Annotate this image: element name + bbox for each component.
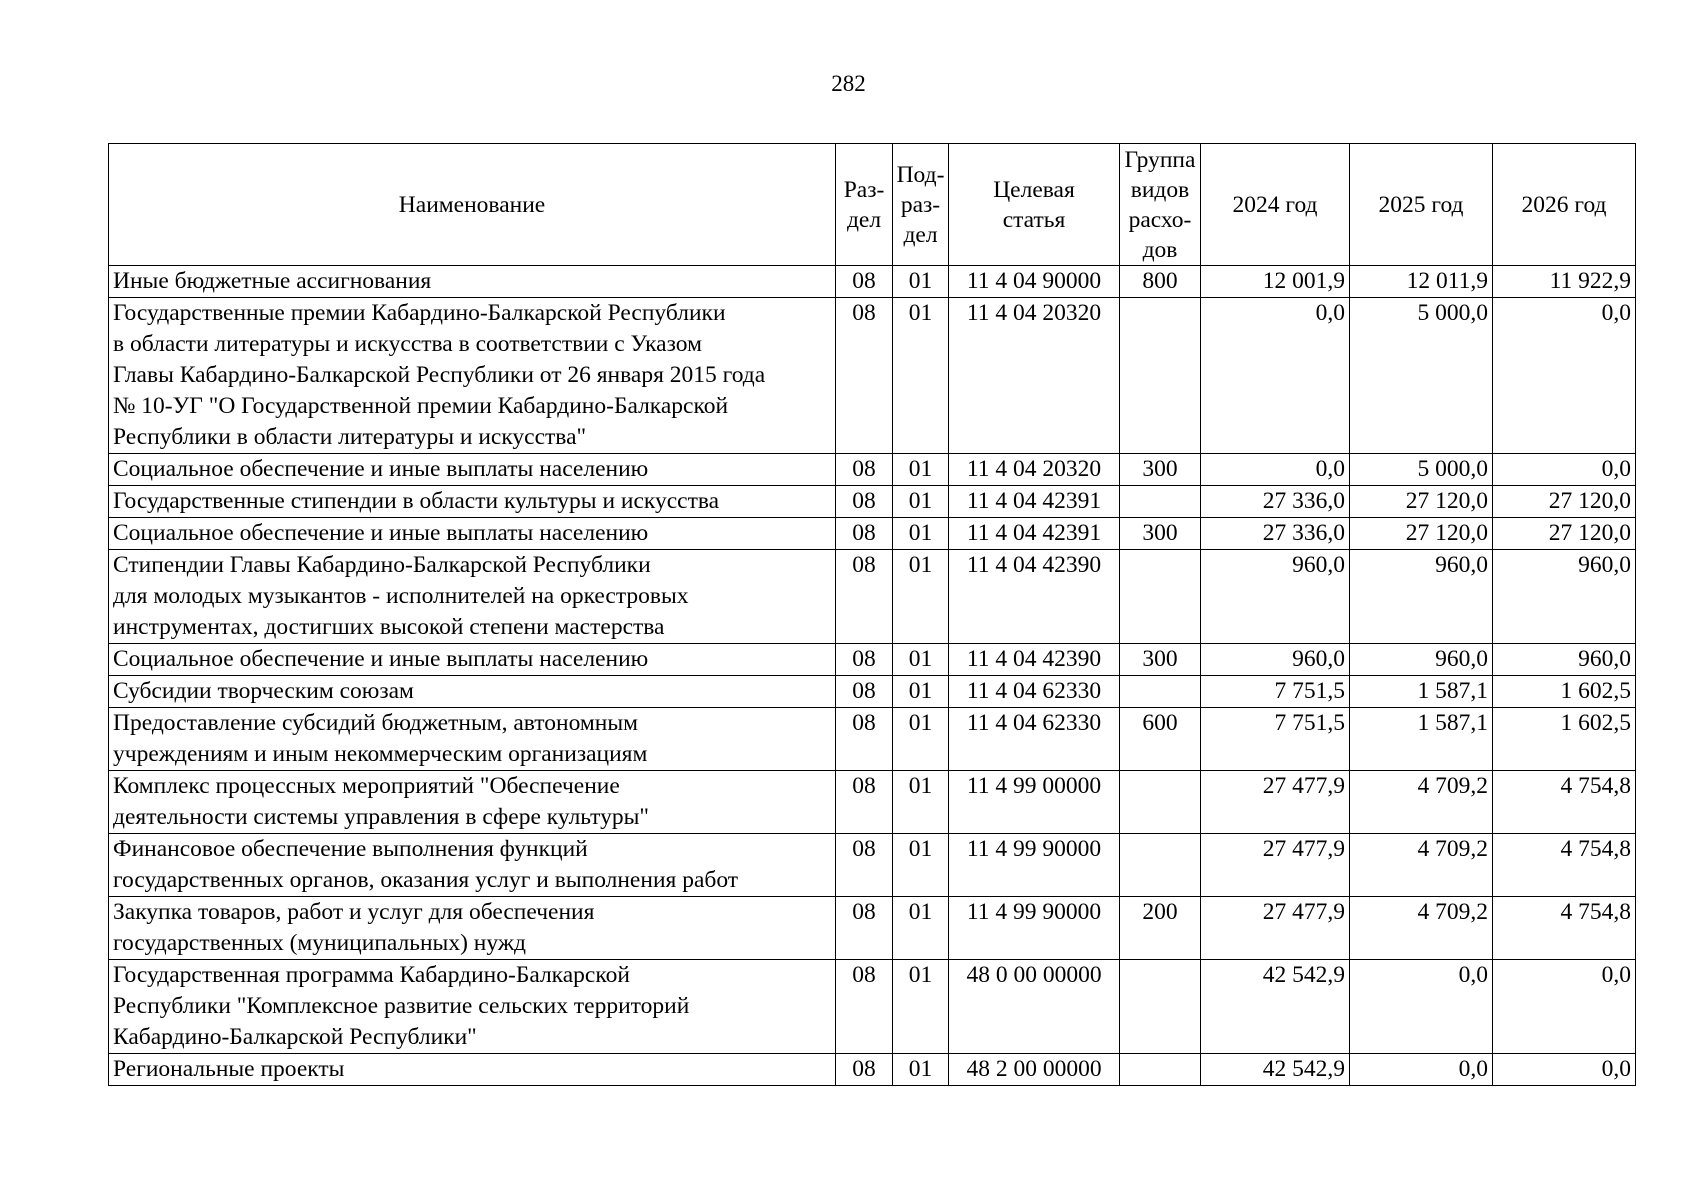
row-name: Государственная программа Кабардино-Балкарской Республики "Комплексное развитие сельских территорий Кабардино-Балкарской Республики" <box>109 960 836 1054</box>
row-expense-group <box>1120 834 1201 897</box>
row-value-2025: 1 587,1 <box>1350 708 1493 771</box>
budget-table <box>108 143 1636 1086</box>
row-target-article: 11 4 99 90000 <box>949 897 1120 960</box>
row-value-2025: 960,0 <box>1350 550 1493 644</box>
row-value-2024: 960,0 <box>1201 644 1350 676</box>
row-subsection: 01 <box>893 897 949 960</box>
row-target-article: 48 0 00 00000 <box>949 960 1120 1054</box>
table-row <box>109 676 1636 708</box>
row-subsection: 01 <box>893 676 949 708</box>
table-row <box>109 454 1636 486</box>
header-name: Наименование <box>109 144 836 266</box>
header-subsection: Под- раз- дел <box>893 144 949 266</box>
row-value-2024: 42 542,9 <box>1201 960 1350 1054</box>
header-year-2026: 2026 год <box>1493 144 1636 266</box>
row-value-2025: 12 011,9 <box>1350 266 1493 298</box>
row-value-2026: 11 922,9 <box>1493 266 1636 298</box>
row-name: Финансовое обеспечение выполнения функций государственных органов, оказания услуг и выполнения работ <box>109 834 836 897</box>
row-value-2024: 12 001,9 <box>1201 266 1350 298</box>
row-value-2026: 4 754,8 <box>1493 771 1636 834</box>
header-year-2024: 2024 год <box>1201 144 1350 266</box>
row-name: Государственные премии Кабардино-Балкарской Республики в области литературы и искусства в соответствии с Указом Главы Кабардино-Балкарской Республики от 26 января 2015 года № 10-УГ "О Государственной премии Кабардино-Балкарской Республики в области литературы и искусства" <box>109 298 836 454</box>
row-section: 08 <box>836 266 893 298</box>
row-value-2026: 27 120,0 <box>1493 486 1636 518</box>
row-section: 08 <box>836 298 893 454</box>
row-target-article: 11 4 04 62330 <box>949 708 1120 771</box>
row-value-2025: 4 709,2 <box>1350 897 1493 960</box>
row-value-2025: 5 000,0 <box>1350 298 1493 454</box>
row-value-2025: 4 709,2 <box>1350 771 1493 834</box>
row-subsection: 01 <box>893 644 949 676</box>
row-name: Иные бюджетные ассигнования <box>109 266 836 298</box>
table-row <box>109 298 1636 454</box>
row-value-2026: 960,0 <box>1493 644 1636 676</box>
row-target-article: 11 4 04 62330 <box>949 676 1120 708</box>
header-target-article: Целевая статья <box>949 144 1120 266</box>
row-target-article: 11 4 99 00000 <box>949 771 1120 834</box>
row-subsection: 01 <box>893 1054 949 1086</box>
header-year-2025: 2025 год <box>1350 144 1493 266</box>
row-value-2025: 5 000,0 <box>1350 454 1493 486</box>
row-subsection: 01 <box>893 960 949 1054</box>
row-subsection: 01 <box>893 771 949 834</box>
row-expense-group <box>1120 550 1201 644</box>
row-expense-group: 800 <box>1120 266 1201 298</box>
row-name: Субсидии творческим союзам <box>109 676 836 708</box>
row-subsection: 01 <box>893 550 949 644</box>
row-value-2025: 27 120,0 <box>1350 486 1493 518</box>
row-section: 08 <box>836 834 893 897</box>
table-row <box>109 644 1636 676</box>
row-section: 08 <box>836 676 893 708</box>
row-section: 08 <box>836 550 893 644</box>
row-subsection: 01 <box>893 708 949 771</box>
row-value-2026: 0,0 <box>1493 454 1636 486</box>
table-row <box>109 486 1636 518</box>
row-value-2024: 7 751,5 <box>1201 708 1350 771</box>
row-value-2024: 0,0 <box>1201 298 1350 454</box>
row-section: 08 <box>836 486 893 518</box>
row-value-2026: 0,0 <box>1493 298 1636 454</box>
row-target-article: 11 4 99 90000 <box>949 834 1120 897</box>
row-name: Стипендии Главы Кабардино-Балкарской Республики для молодых музыкантов - исполнителей на оркестровых инструментах, достигших высокой степени мастерства <box>109 550 836 644</box>
row-target-article: 11 4 04 20320 <box>949 298 1120 454</box>
row-value-2026: 1 602,5 <box>1493 676 1636 708</box>
table-row <box>109 771 1636 834</box>
row-expense-group <box>1120 771 1201 834</box>
row-value-2026: 0,0 <box>1493 1054 1636 1086</box>
row-value-2024: 27 336,0 <box>1201 518 1350 550</box>
row-section: 08 <box>836 644 893 676</box>
row-value-2024: 27 477,9 <box>1201 897 1350 960</box>
row-subsection: 01 <box>893 518 949 550</box>
row-name: Государственные стипендии в области культуры и искусства <box>109 486 836 518</box>
table-row <box>109 1054 1636 1086</box>
row-value-2026: 960,0 <box>1493 550 1636 644</box>
row-value-2026: 27 120,0 <box>1493 518 1636 550</box>
row-name: Комплекс процессных мероприятий "Обеспечение деятельности системы управления в сфере культуры" <box>109 771 836 834</box>
row-expense-group <box>1120 1054 1201 1086</box>
row-expense-group <box>1120 676 1201 708</box>
table-row <box>109 708 1636 771</box>
row-subsection: 01 <box>893 834 949 897</box>
row-expense-group: 200 <box>1120 897 1201 960</box>
row-expense-group: 300 <box>1120 518 1201 550</box>
row-name: Региональные проекты <box>109 1054 836 1086</box>
table-row <box>109 960 1636 1054</box>
row-value-2024: 27 477,9 <box>1201 834 1350 897</box>
row-value-2025: 27 120,0 <box>1350 518 1493 550</box>
row-value-2025: 1 587,1 <box>1350 676 1493 708</box>
row-name: Закупка товаров, работ и услуг для обеспечения государственных (муниципальных) нужд <box>109 897 836 960</box>
row-value-2026: 0,0 <box>1493 960 1636 1054</box>
row-value-2024: 7 751,5 <box>1201 676 1350 708</box>
table-body <box>109 266 1636 1086</box>
row-section: 08 <box>836 708 893 771</box>
table-row <box>109 897 1636 960</box>
row-subsection: 01 <box>893 266 949 298</box>
row-value-2025: 960,0 <box>1350 644 1493 676</box>
row-section: 08 <box>836 771 893 834</box>
header-expense-group: Группа видов расхо- дов <box>1120 144 1201 266</box>
row-target-article: 11 4 04 42391 <box>949 486 1120 518</box>
row-name: Социальное обеспечение и иные выплаты населению <box>109 518 836 550</box>
table-row <box>109 550 1636 644</box>
row-expense-group: 600 <box>1120 708 1201 771</box>
row-section: 08 <box>836 897 893 960</box>
row-target-article: 48 2 00 00000 <box>949 1054 1120 1086</box>
row-section: 08 <box>836 454 893 486</box>
row-value-2025: 4 709,2 <box>1350 834 1493 897</box>
row-name: Социальное обеспечение и иные выплаты населению <box>109 644 836 676</box>
row-value-2024: 0,0 <box>1201 454 1350 486</box>
row-target-article: 11 4 04 20320 <box>949 454 1120 486</box>
row-target-article: 11 4 04 42390 <box>949 644 1120 676</box>
row-target-article: 11 4 04 90000 <box>949 266 1120 298</box>
table-row <box>109 266 1636 298</box>
row-section: 08 <box>836 1054 893 1086</box>
row-expense-group: 300 <box>1120 454 1201 486</box>
row-expense-group: 300 <box>1120 644 1201 676</box>
row-value-2024: 42 542,9 <box>1201 1054 1350 1086</box>
row-expense-group <box>1120 298 1201 454</box>
table-row <box>109 834 1636 897</box>
row-subsection: 01 <box>893 298 949 454</box>
row-target-article: 11 4 04 42390 <box>949 550 1120 644</box>
row-value-2025: 0,0 <box>1350 960 1493 1054</box>
table-row <box>109 518 1636 550</box>
row-name: Предоставление субсидий бюджетным, автономным учреждениям и иным некоммерческим организациям <box>109 708 836 771</box>
row-section: 08 <box>836 518 893 550</box>
row-value-2026: 4 754,8 <box>1493 834 1636 897</box>
row-expense-group <box>1120 960 1201 1054</box>
row-name: Социальное обеспечение и иные выплаты населению <box>109 454 836 486</box>
row-expense-group <box>1120 486 1201 518</box>
row-subsection: 01 <box>893 486 949 518</box>
page-number: 282 <box>831 71 866 96</box>
row-value-2026: 4 754,8 <box>1493 897 1636 960</box>
row-value-2025: 0,0 <box>1350 1054 1493 1086</box>
row-target-article: 11 4 04 42391 <box>949 518 1120 550</box>
row-value-2024: 27 336,0 <box>1201 486 1350 518</box>
header-section: Раз- дел <box>836 144 893 266</box>
row-subsection: 01 <box>893 454 949 486</box>
row-section: 08 <box>836 960 893 1054</box>
row-value-2026: 1 602,5 <box>1493 708 1636 771</box>
table-header-row <box>109 144 1636 266</box>
row-value-2024: 27 477,9 <box>1201 771 1350 834</box>
row-value-2024: 960,0 <box>1201 550 1350 644</box>
